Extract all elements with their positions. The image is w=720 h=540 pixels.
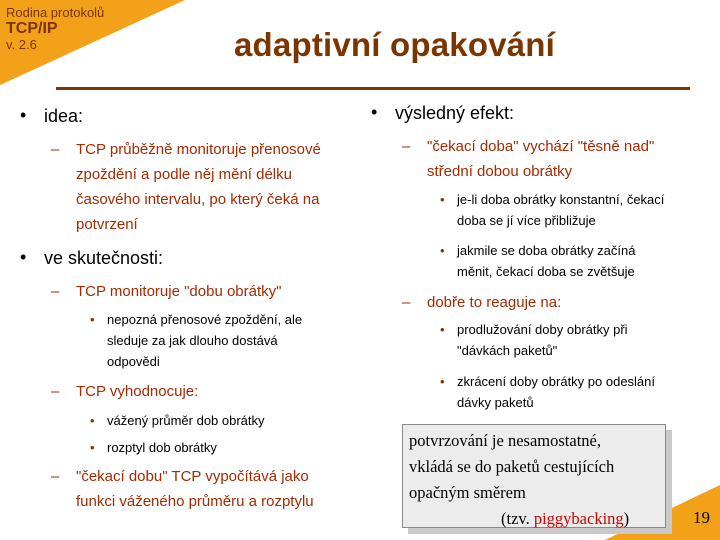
react-shortening: • zkrácení doby obrátky po odeslání dávky paketů [457, 371, 712, 413]
calc-item: – "čekací dobu" TCP vypočítává jako funkci váženého průměru a rozptylu [76, 464, 376, 514]
sub-bullet: • [90, 413, 95, 428]
monitor-detail: • nepozná přenosové zpoždění, ale sleduje za jak dlouho dostává odpovědi [107, 309, 367, 372]
bullet-idea: • idea: [20, 105, 84, 126]
idea-detail: – TCP průběžně monitoruje přenosové zpoždění a podle něj mění délku časového intervalu, po který čeká na potvrzení [76, 137, 376, 237]
series-protocol: TCP/IP [6, 20, 58, 38]
evaluate-variance: • rozptyl dob obrátky [107, 437, 367, 458]
slide-title: adaptivní opakování [234, 26, 556, 63]
dash-marker: – [51, 141, 60, 158]
dash-marker: – [402, 138, 411, 155]
bullet-reality: • ve skutečnosti: [20, 247, 164, 268]
sub-bullet: • [440, 374, 445, 389]
page-number: 19 [693, 508, 710, 527]
monitor-item: – TCP monitoruje "dobu obrátky" [76, 279, 376, 304]
evaluate-weighted-average: • vážený průměr dob obrátky [107, 410, 367, 431]
bullet-dot: • [20, 247, 27, 267]
wait-changing: • jakmile se doba obrátky začíná měnit, čekací doba se zvětšuje [457, 240, 712, 282]
bullet-result: • výsledný efekt: [371, 102, 515, 123]
note-line: (tzv. piggybacking) [501, 509, 630, 528]
dash-marker: – [51, 383, 60, 400]
piggybacking-note-box [402, 424, 666, 528]
piggybacking-term: piggybacking [533, 509, 624, 528]
react-prolonging: • prodlužování doby obrátky při "dávkách paketů" [457, 319, 712, 361]
note-line: vkládá se do paketů cestujících [409, 457, 615, 476]
evaluate-item: – TCP vyhodnocuje: [76, 379, 376, 404]
note-line: opačným směrem [409, 483, 526, 502]
sub-bullet: • [90, 312, 95, 327]
dash-marker: – [51, 468, 60, 485]
wait-constant: • je-li doba obrátky konstantní, čekací doba se jí více přibližuje [457, 189, 712, 231]
react-item: – dobře to reaguje na: [427, 290, 712, 315]
bullet-dot: • [20, 105, 27, 125]
series-label [6, 6, 104, 52]
series-version: v. 2.6 [6, 36, 37, 52]
wait-item: – "čekací doba" vychází "těsně nad" střední dobou obrátky [427, 134, 712, 184]
bullet-dot: • [371, 102, 378, 122]
dash-marker: – [51, 283, 60, 300]
sub-bullet: • [440, 243, 445, 258]
note-line: potvrzování je nesamostatné, [409, 431, 601, 450]
dash-marker: – [402, 294, 411, 311]
series-name: Rodina protokolů [6, 5, 105, 20]
sub-bullet: • [90, 440, 95, 455]
title-underline [56, 87, 690, 90]
sub-bullet: • [440, 192, 445, 207]
sub-bullet: • [440, 322, 445, 337]
